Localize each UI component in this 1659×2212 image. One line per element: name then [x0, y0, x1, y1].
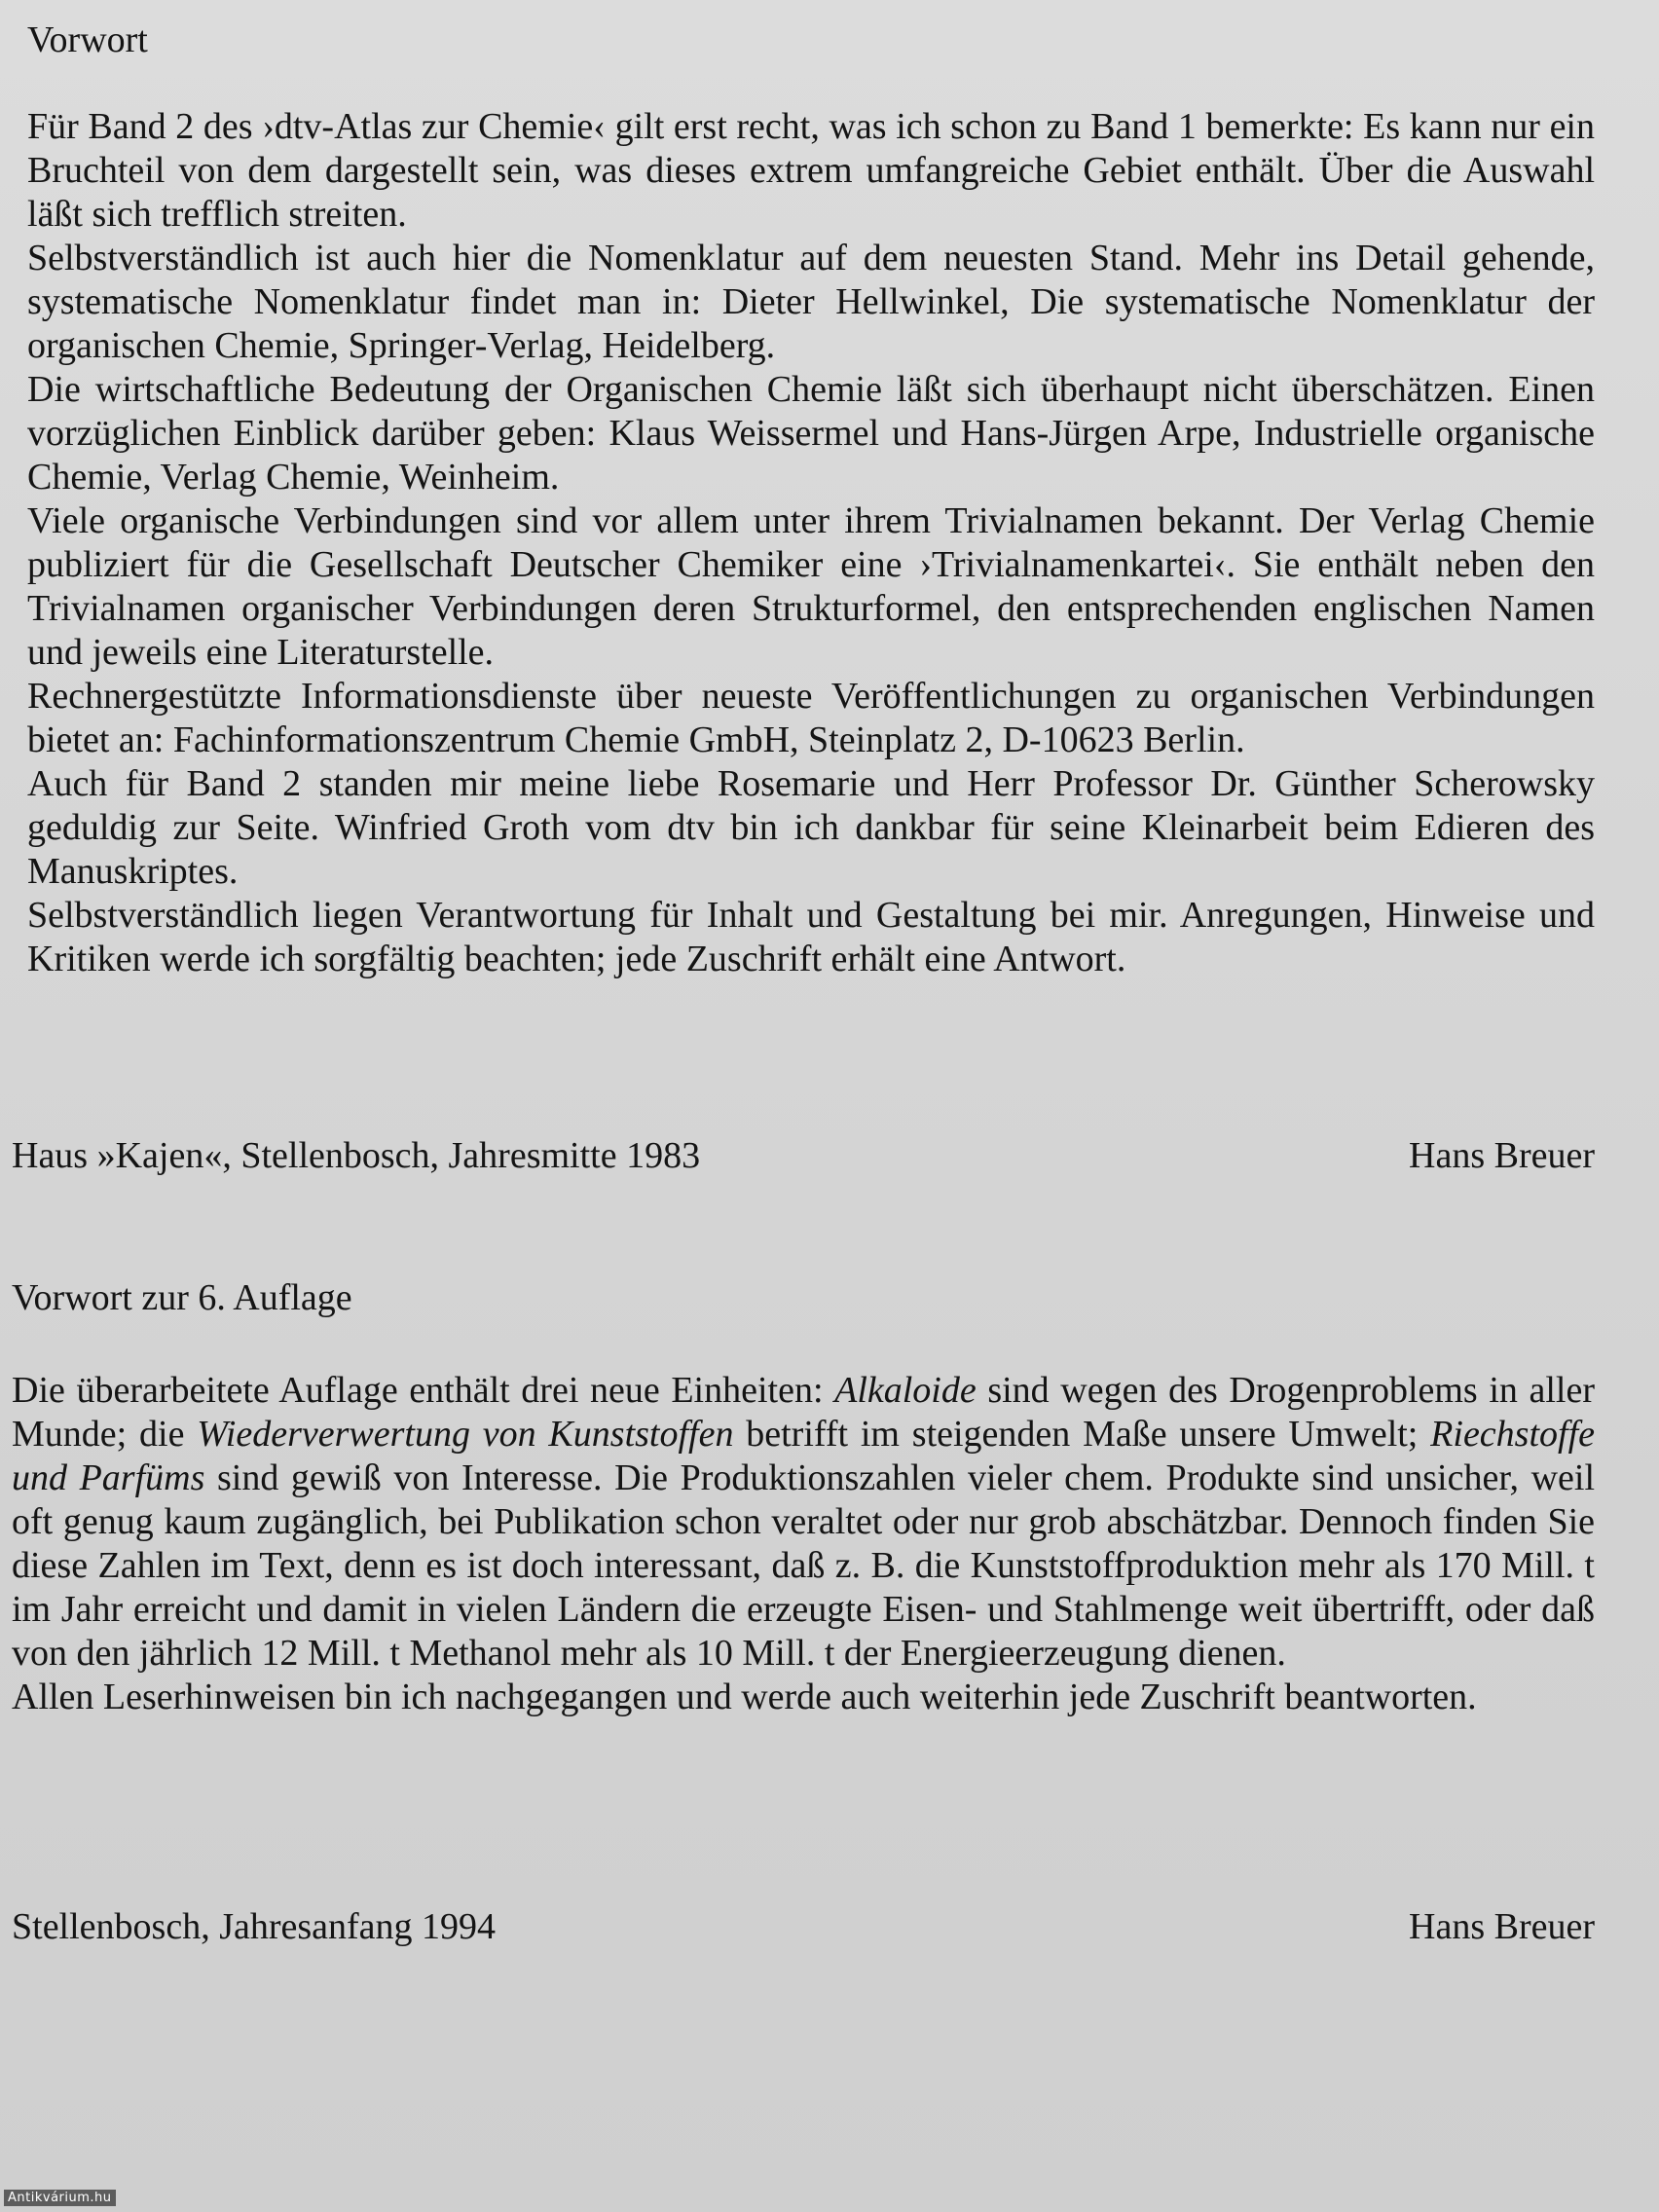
- vorwort-paragraph: Selbstverständlich ist auch hier die Nomenklatur auf dem neuesten Stand. Mehr ins Detail gehende, systematische Nomenklatur findet man in: Dieter Hellwinkel, Die systematische Nomenklatur der organischen Chemie, Springer-Verlag, Heidelberg.: [27, 238, 1595, 366]
- vorwort-paragraph: Für Band 2 des ›dtv-Atlas zur Chemie‹ gilt erst recht, was ich schon zu Band 1 bemerkte: Es kann nur ein Bruchteil von dem dargestellt sein, was dieses extrem umfangreiche Gebiet enthält. Über die Auswahl läßt sich trefflich streiten.: [27, 106, 1595, 235]
- vorwort-section: [27, 18, 1595, 981]
- vorwort-6-heading: Vorwort zur 6. Auflage: [12, 1277, 352, 1318]
- italic-term: Riechstoffe und Parfüms: [12, 1414, 1596, 1498]
- vorwort-author: Hans Breuer: [1409, 1135, 1595, 1176]
- italic-term: Alkaloide: [834, 1370, 977, 1411]
- vorwort-paragraph: Selbstverständlich liegen Verantwortung für Inhalt und Gestaltung bei mir. Anregungen, Hinweise und Kritiken werde ich sorgfältig beachten; jede Zuschrift erhält eine Antwort.: [27, 895, 1595, 979]
- vorwort-signature: [12, 1133, 1595, 1178]
- text-run: sind gewiß von Interesse. Die Produktionszahlen vieler chem. Produkte sind unsicher, weil oft genug kaum zugänglich, bei Publikation schon veraltet oder nur grob abschätzbar. Dennoch finden Sie diese Zahlen im Text, denn es ist doch interessant, daß z. B. die Kunststoffproduktion mehr als 170 Mill. t im Jahr erreicht und damit in vielen Ländern die erzeugte Eisen- und Stahlmenge weit übertrifft, oder daß von den jährlich 12 Mill. t Methanol mehr als 10 Mill. t der Energieerzeugung dienen.: [12, 1457, 1595, 1674]
- vorwort-6-signature: [12, 1904, 1595, 1949]
- vorwort-paragraph: Die wirtschaftliche Bedeutung der Organischen Chemie läßt sich überhaupt nicht überschätzen. Einen vorzüglichen Einblick darüber geben: Klaus Weissermel und Hans-Jürgen Arpe, Industrielle organische Chemie, Verlag Chemie, Weinheim.: [27, 369, 1595, 498]
- vorwort-6-body: [12, 1369, 1595, 1719]
- vorwort-paragraph: Rechnergestützte Informationsdienste über neueste Veröffentlichungen zu organischen Verbindungen bietet an: Fachinformationszentrum Chemie GmbH, Steinplatz 2, D-10623 Berlin.: [27, 676, 1595, 760]
- vorwort-6-section: [12, 1275, 1595, 1719]
- text-run: betrifft im steigenden Maße unsere Umwelt;: [733, 1414, 1431, 1455]
- vorwort-place-date: Haus »Kajen«, Stellenbosch, Jahresmitte 1983: [12, 1135, 701, 1176]
- vorwort-heading: Vorwort: [27, 19, 148, 60]
- text-run: sind wegen des Drogenproblems in aller Munde; die: [12, 1370, 1595, 1455]
- vorwort-6-place-date: Stellenbosch, Jahresanfang 1994: [12, 1906, 497, 1947]
- vorwort-body: [27, 105, 1595, 981]
- vorwort-paragraph: Auch für Band 2 standen mir meine liebe Rosemarie und Herr Professor Dr. Günther Scherowsky geduldig zur Seite. Winfried Groth vom dtv bin ich dankbar für seine Kleinarbeit beim Edieren des Manuskriptes.: [27, 763, 1595, 892]
- text-run: Die überarbeitete Auflage enthält drei neue Einheiten:: [12, 1370, 835, 1411]
- vorwort-6-author: Hans Breuer: [1409, 1906, 1595, 1947]
- watermark: Antikvárium.hu: [4, 2190, 116, 2206]
- vorwort-paragraph: Viele organische Verbindungen sind vor allem unter ihrem Trivialnamen bekannt. Der Verlag Chemie publiziert für die Gesellschaft Deutscher Chemiker eine ›Trivialnamenkartei‹. Sie enthält neben den Trivialnamen organischer Verbindungen deren Strukturformel, den entsprechenden englischen Namen und jeweils eine Literaturstelle.: [27, 500, 1595, 673]
- vorwort-6-paragraph-1: [12, 1369, 1595, 1676]
- vorwort-6-paragraph-2: Allen Leserhinweisen bin ich nachgegangen und werde auch weiterhin jede Zuschrift beantworten.: [12, 1677, 1477, 1717]
- italic-term: Wiederverwertung von Kunststoffen: [197, 1414, 734, 1455]
